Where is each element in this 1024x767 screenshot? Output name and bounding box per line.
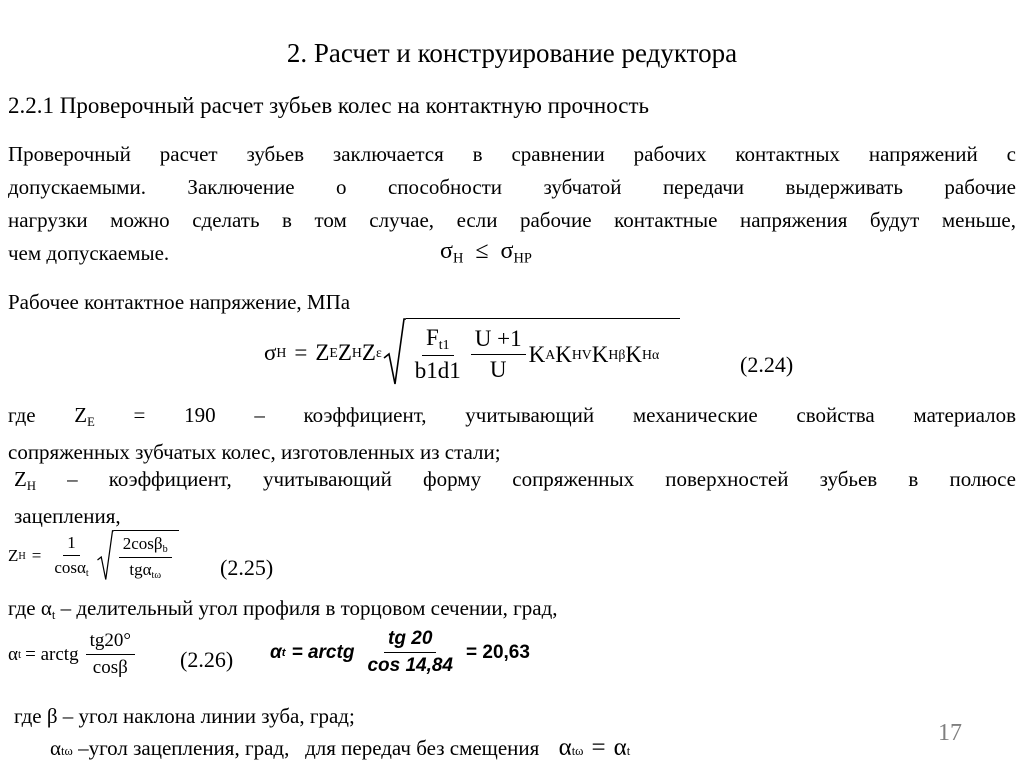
ze-line: сопряженных зубчатых колес, изготовленных из стали; [8,439,501,464]
intro-line: допускаемыми. Заключение о способности зубчатой передачи выдерживать рабочие [8,175,1016,199]
calc-fraction: $\frac{tg 20}{\cos 14,84}$ [367,628,454,676]
radical-sign-icon [96,530,114,583]
section-heading: 2.2.1 Проверочный расчет зубьев колес на контактную прочность [8,93,650,118]
force-fraction: $\frac{F_{t1}}{b1d1}$ [414,324,461,384]
condition-formula: $\sigma_H \le \sigma_{HP}$ [440,238,532,267]
arctg-fraction: $\frac{tg20^\circ}{\cos\beta}$ [86,630,135,679]
intro-line: Проверочный расчет зубьев заключается в сравнении рабочих контактных напряжений с [8,142,1016,166]
cos-fraction: $\frac{1}{\cos\alpha_t}$ [54,533,89,580]
formula-2-26-number: (2.26) [180,647,234,672]
page-number: 17 [938,720,962,746]
ratio-fraction: $\frac{U +1}{U}$ [471,326,526,383]
zh-description [14,464,1016,531]
alpha-t-description: где $\alpha_t$ – делительный угол профиля в торцовом сечении, град, [8,596,558,622]
formula-2-25: Z H = $\frac{1}{\cos\alpha_t}$ $\frac{2\cos\beta_b}{tg\alpha_{t\omega}}$ [8,530,179,583]
zh-line: зацепления, [14,503,121,528]
working-stress-label: Рабочее контактное напряжение, МПа [8,290,351,314]
formula-2-24: σ H = Z E Z H Z ε $\frac{F_{t1}}{b1d1}$ $\frac{U +1}{U}$ K A K HV K Hβ K Hα [264,318,680,388]
formula-2-24-number: (2.24) [740,352,794,377]
formula-2-25-number: (2.25) [220,555,274,580]
alpha-tw-description: α tω –угол зацепления, град, для передач без смещения α tω = α t [50,734,631,761]
square-root [96,530,179,583]
formula-2-26: α t = arctg $\frac{tg20^\circ}{\cos\beta}$ [8,630,138,679]
intro-line: нагрузки можно сделать в том случае, если рабочие контактные напряжения будут меньше, [8,208,1016,232]
square-root: $\frac{F_{t1}}{b1d1}$ $\frac{U +1}{U}$ K A K HV K Hβ K Hα [382,318,680,388]
intro-line: чем допускаемые. [8,241,170,265]
ze-description [8,400,1016,467]
sqrt-fraction: $\frac{2\cos\beta_b}{tg\alpha_{t\omega}}$ [119,534,172,581]
radical-sign-icon [382,318,406,388]
ze-line: где $Z_E = 190$ – коэффициент, учитывающий механические свойства материалов [8,403,1016,429]
beta-description: где β – угол наклона линии зуба, град; [14,704,355,728]
zh-line: $Z_H$ – коэффициент, учитывающий форму сопряженных поверхностей зубьев в полюсе [14,467,1016,493]
formula-2-26-calculation: α t = arctg $\frac{tg 20}{\cos 14,84}$ = 20,63 [270,628,530,676]
slide-title: 2. Расчет и конструирование редуктора [286,38,738,68]
